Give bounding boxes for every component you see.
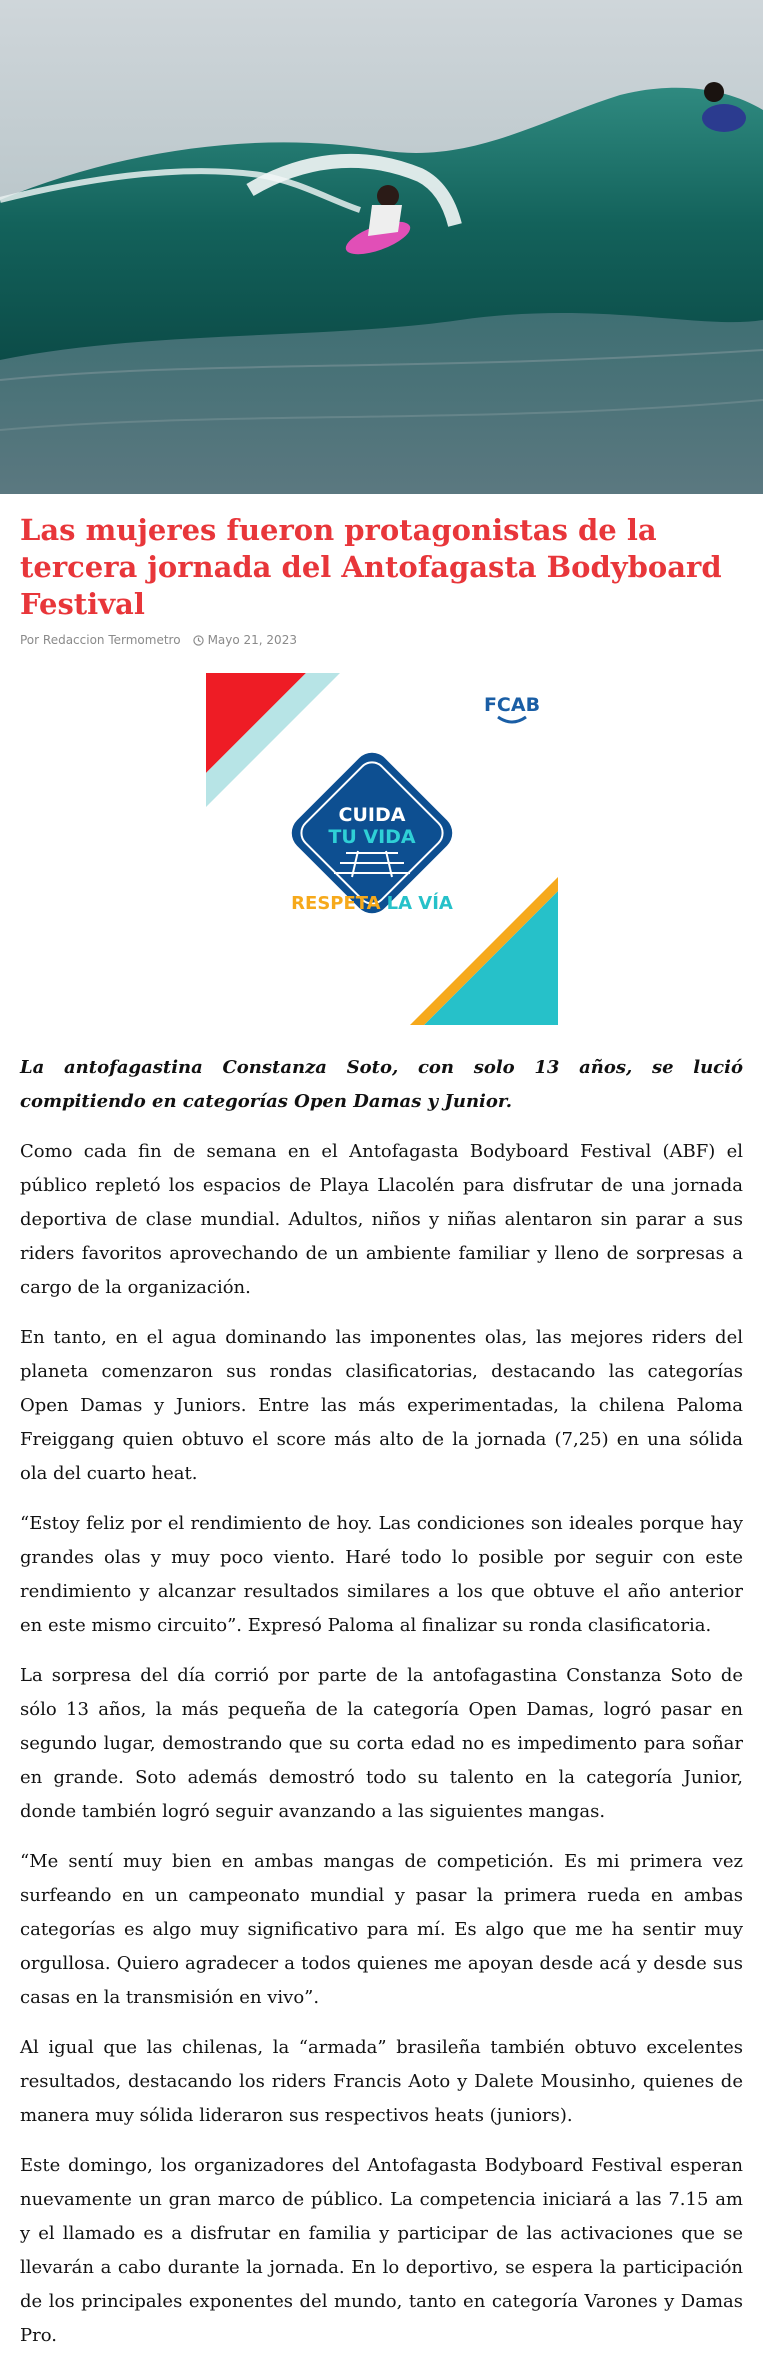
article-paragraph-3: “Estoy feliz por el rendimiento de hoy. Las condiciones son ideales porque hay grandes olas y muy poco viento. Haré todo lo posible por seguir con este rendimiento y alcanzar resultados similares a los que obtuve el año anterior en este mismo circuito”. Expresó Paloma al finalizar su ronda clasificatoria. xyxy=(20,1513,743,1636)
wave-photo-icon xyxy=(0,0,763,494)
article-paragraph-7: Este domingo, los organizadores del Antofagasta Bodyboard Festival esperan nuevamente un gran marco de público. La competencia iniciará a las 7.15 am y el llamado es a disfrutar en familia y participar de las activaciones que se llevarán a cabo durante la jornada. En lo deportivo, se espera la participación de los principales exponentes del mundo, tanto en categoría Varones y Damas Pro. xyxy=(20,2155,743,2346)
article-paragraph-5: “Me sentí muy bien en ambas mangas de competición. Es mi primera vez surfeando en un campeonato mundial y pasar la primera rueda en ambas categorías es algo muy significativo para mí. Es algo que me ha sentir muy orgullosa. Quiero agradecer a todos quienes me apoyan desde acá y desde sus casas en la transmisión en vivo”. xyxy=(20,1851,743,2008)
article-paragraph-4: La sorpresa del día corrió por parte de la antofagastina Constanza Soto de sólo 13 años, la más pequeña de la categoría Open Damas, logró pasar en segundo lugar, demostrando que su corta edad no es impedimento para soñar en grande. Soto además demostró todo su talento en la categoría Junior, donde también logró seguir avanzando a las siguientes mangas. xyxy=(20,1665,743,1822)
badge-line1: CUIDA xyxy=(338,804,405,826)
article-title: Las mujeres fueron protagonistas de la tercera jornada del Antofagasta Bodyboard Festival xyxy=(20,513,722,621)
article-date xyxy=(193,633,297,647)
article-paragraph-2: En tanto, en el agua dominando las imponentes olas, las mejores riders del planeta comenzaron sus rondas clasificatorias, destacando las categorías Open Damas y Juniors. Entre las más experimentadas, la chilena Paloma Freiggang quien obtuvo el score más alto de la jornada (7,25) en una sólida ola del cuarto heat. xyxy=(20,1327,743,1484)
article-date-text: Mayo 21, 2023 xyxy=(207,633,297,647)
respeta-la-via-text xyxy=(291,892,453,914)
article-paragraph-6: Al igual que las chilenas, la “armada” brasileña también obtuvo excelentes resultados, destacando los riders Francis Aoto y Dalete Mousinho, quienes de manera muy sólida lideraron sus respectivos heats (juniors). xyxy=(20,2037,743,2126)
hero-image xyxy=(0,0,763,494)
banner-line3a: RESPETA xyxy=(290,893,381,914)
article-paragraph-1: Como cada fin de semana en el Antofagasta Bodyboard Festival (ABF) el público repletó los espacios de Playa Llacolén para disfrutar de una jornada deportiva de clase mundial. Adultos, niños y niñas alentaron sin parar a sus riders favoritos aprovechando de un ambiente familiar y lleno de sorpresas a cargo de la organización. xyxy=(20,1141,743,1298)
article-author[interactable]: Por Redaccion Termometro xyxy=(20,633,181,647)
ad-banner[interactable] xyxy=(206,673,558,1025)
banner-line3b: LA VÍA xyxy=(386,893,453,914)
article-lead: La antofagastina Constanza Soto, con solo 13 años, se lució compitiendo en categorías Open Damas y Junior. xyxy=(20,1057,743,1112)
clock-icon xyxy=(193,635,204,646)
fcab-logo-text: FCAB xyxy=(483,694,540,716)
article-meta xyxy=(20,633,743,647)
badge-line2: TU VIDA xyxy=(327,826,416,848)
